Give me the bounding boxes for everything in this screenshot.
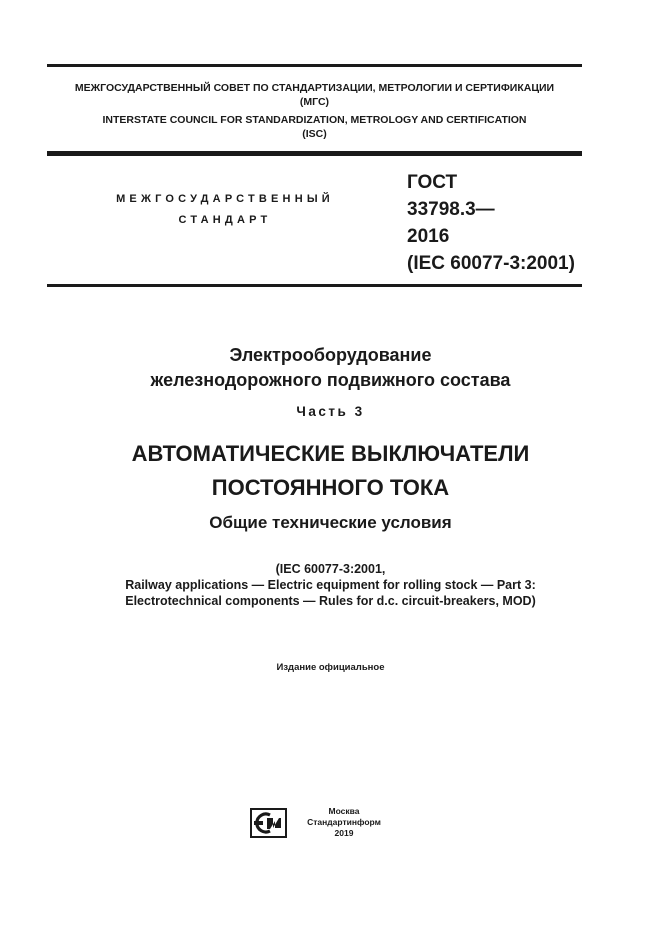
standard-type-line2: СТАНДАРТ	[178, 214, 272, 226]
iec-line3: Electrotechnical components — Rules for d.c. circuit-breakers, MOD)	[125, 594, 536, 608]
top-rule	[47, 64, 582, 67]
gost-line4: (IEC 60077-3:2001)	[407, 253, 575, 274]
edition-label: Издание официальное	[276, 662, 385, 673]
title-line1: Электрооборудование	[229, 345, 432, 365]
title-line2: железнодорожного подвижного состава	[150, 370, 511, 390]
council-ru-line1: МЕЖГОСУДАРСТВЕННЫЙ СОВЕТ ПО СТАНДАРТИЗАЦИИ, МЕТРОЛОГИИ И СЕРТИФИКАЦИИ	[74, 82, 555, 94]
council-en-line2: (ISC)	[302, 128, 327, 140]
publisher-name: Стандартинформ	[307, 817, 381, 827]
subtitle: Общие технические условия	[209, 513, 452, 532]
standartinform-logo-icon	[250, 808, 287, 838]
iec-line2: Railway applications — Electric equipment for rolling stock — Part 3:	[125, 578, 536, 592]
gost-line3: 2016	[407, 226, 450, 247]
publisher-year: 2019	[334, 828, 354, 838]
iec-line1: (IEC 60077-3:2001,	[275, 562, 386, 576]
council-ru-line2: (МГС)	[299, 96, 330, 108]
main-title-line2: ПОСТОЯННОГО ТОКА	[211, 475, 450, 500]
gost-line2: 33798.3—	[407, 199, 495, 220]
council-en-line1: INTERSTATE COUNCIL FOR STANDARDIZATION, METROLOGY AND CERTIFICATION	[102, 114, 527, 126]
standard-type-line1: МЕЖГОСУДАРСТВЕННЫЙ	[116, 193, 334, 205]
designation-divider	[47, 284, 582, 287]
part-number: Часть 3	[296, 404, 365, 419]
publisher-city: Москва	[328, 806, 360, 816]
header-divider	[47, 151, 582, 156]
gost-line1: ГОСТ	[407, 172, 458, 193]
main-title-line1: АВТОМАТИЧЕСКИЕ ВЫКЛЮЧАТЕЛИ	[131, 441, 530, 466]
